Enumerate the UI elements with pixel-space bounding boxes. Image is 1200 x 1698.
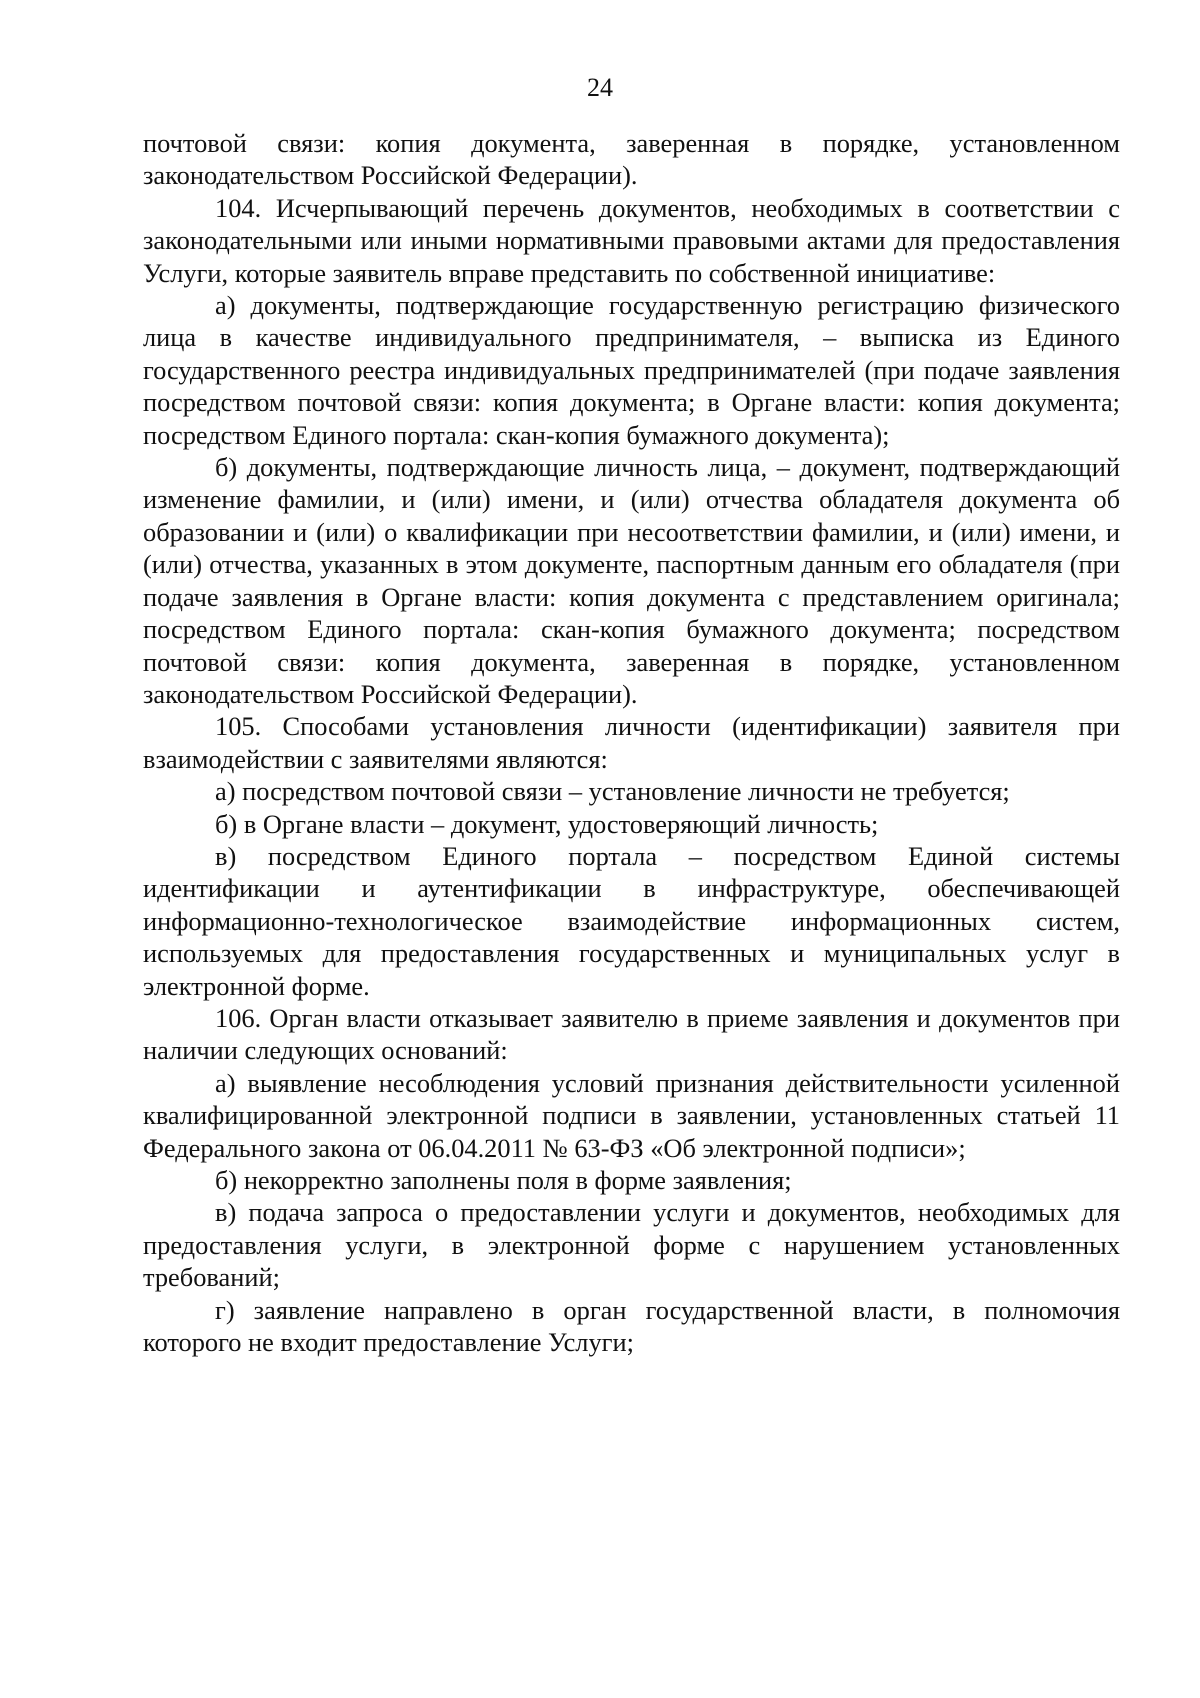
paragraph: в) посредством Единого портала – посредством Единой системы идентификации и аутентификации в инфраструктуре, обеспечивающей информационно-технологическое взаимодействие информационных систем, используемых для предоставления государственных и муниципальных услуг в электронной форме. — [143, 840, 1120, 1001]
paragraph: почтовой связи: копия документа, заверенная в порядке, установленном законодательством Российской Федерации). — [143, 128, 1120, 191]
paragraph: 106. Орган власти отказывает заявителю в приеме заявления и документов при наличии следующих оснований: — [143, 1002, 1120, 1066]
document-body — [143, 127, 1120, 1358]
paragraph: б) документы, подтверждающие личность лица, – документ, подтверждающий изменение фамилии, и (или) имени, и (или) отчества обладателя документа об образовании и (или) о квалификации при несоответствии фамилии, и (или) имени, и (или) отчества, указанных в этом документе, паспортным данным его обладателя (при подаче заявления в Органе власти: копия документа с представлением оригинала; посредством Единого портала: скан-копия бумажного документа; посредством почтовой связи: копия документа, заверенная в порядке, установленном законодательством Российской Федерации). — [143, 452, 1120, 709]
paragraph: б) некорректно заполнены поля в форме заявления; — [215, 1165, 792, 1195]
paragraph: б) в Органе власти – документ, удостоверяющий личность; — [215, 808, 879, 839]
paragraph: в) подача запроса о предоставлении услуги и документов, необходимых для предоставления услуги, в электронной форме с нарушением установленных требований; — [143, 1197, 1120, 1293]
page-number: 24 — [587, 73, 613, 102]
paragraph: 105. Способами установления личности (идентификации) заявителя при взаимодействии с заявителями являются: — [143, 711, 1120, 774]
paragraph: а) документы, подтверждающие государственную регистрацию физического лица в качестве индивидуального предпринимателя, – выписка из Единого государственного реестра индивидуальных предпринимателей (при подаче заявления посредством почтовой связи: копия документа; в Органе власти: копия документа; посредством Единого портала: скан-копия бумажного документа); — [143, 290, 1120, 450]
paragraph: а) посредством почтовой связи – установление личности не требуется; — [215, 776, 1010, 807]
paragraph: г) заявление направлено в орган государственной власти, в полномочия которого не входит предоставление Услуги; — [143, 1294, 1120, 1358]
paragraph: 104. Исчерпывающий перечень документов, необходимых в соответствии с законодательными или иными нормативными правовыми актами для предоставления Услуги, которые заявитель вправе представить по собственной инициативе: — [143, 192, 1120, 288]
paragraph: а) выявление несоблюдения условий признания действительности усиленной квалифицированной электронной подписи в заявлении, установленных статьей 11 Федерального закона от 06.04.2011 № 63-ФЗ «Об электронной подписи»; — [143, 1067, 1120, 1163]
